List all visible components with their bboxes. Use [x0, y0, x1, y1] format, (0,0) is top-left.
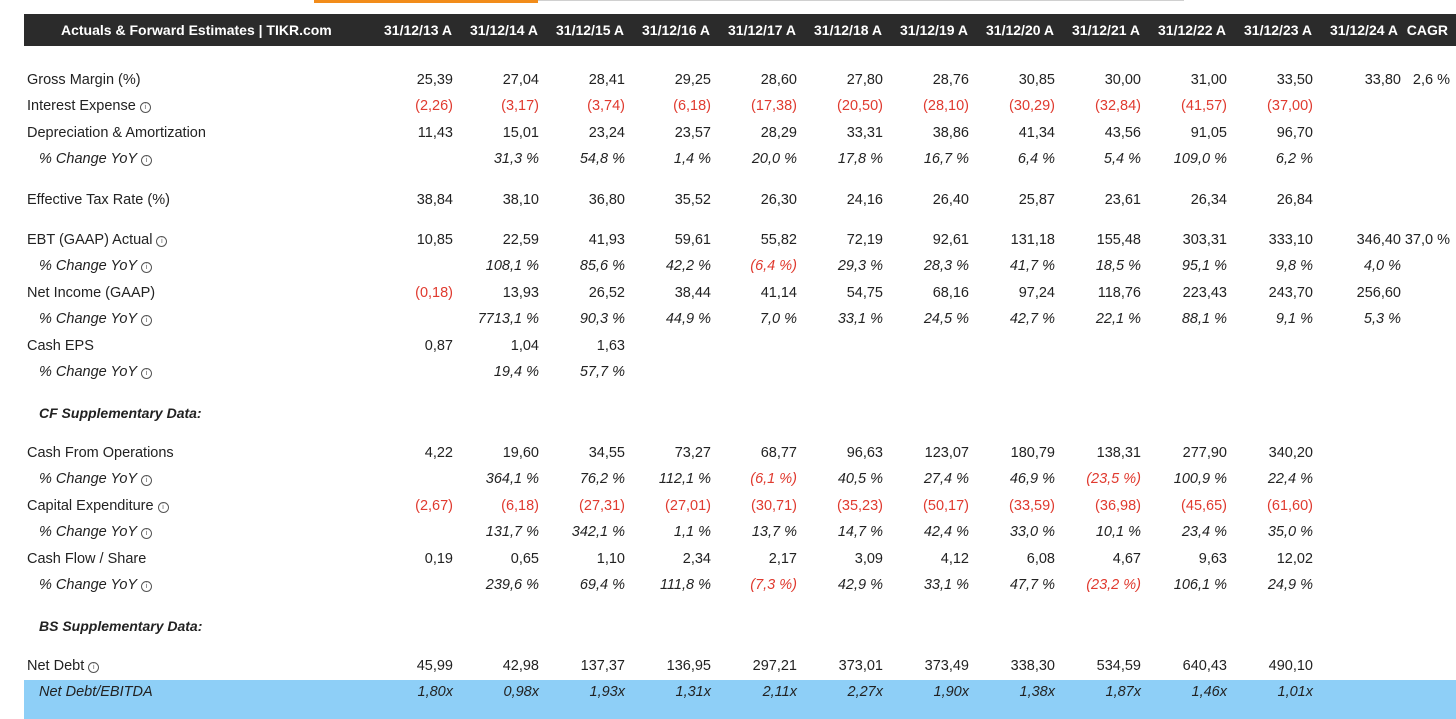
table-cell: (17,38) [751, 98, 797, 114]
table-cell: 20,0 % [751, 151, 797, 167]
table-cell: 14,7 % [837, 524, 883, 540]
table-row[interactable] [0, 283, 1456, 305]
table-cell: (6,4 %) [750, 258, 797, 274]
table-cell: (20,50) [837, 98, 883, 114]
table-cell: 29,25 [674, 72, 711, 88]
info-icon[interactable]: i [141, 262, 152, 273]
table-cell: 57,7 % [579, 364, 625, 380]
table-cell: 22,4 % [1267, 471, 1313, 487]
table-cell: 106,1 % [1173, 577, 1227, 593]
table-cell: 28,76 [932, 72, 969, 88]
row-label: Cash Flow / Share [27, 551, 147, 567]
table-cell: 88,1 % [1181, 311, 1227, 327]
table-cell: 243,70 [1268, 285, 1313, 301]
header-col[interactable]: 31/12/23 A [1244, 22, 1312, 38]
table-cell: (61,60) [1267, 498, 1313, 514]
table-cell: 338,30 [1010, 658, 1055, 674]
info-icon[interactable]: i [156, 236, 167, 247]
info-icon[interactable]: i [141, 315, 152, 326]
table-cell: 6,2 % [1275, 151, 1313, 167]
info-icon[interactable]: i [141, 155, 152, 166]
table-cell: 2,17 [768, 551, 797, 567]
table-row[interactable] [0, 123, 1456, 145]
table-cell: (35,23) [837, 498, 883, 514]
table-cell: (3,74) [587, 98, 625, 114]
table-cell: 36,80 [588, 192, 625, 208]
table-cell: 155,48 [1096, 232, 1141, 248]
info-icon[interactable]: i [140, 102, 151, 113]
table-cell: (30,29) [1009, 98, 1055, 114]
table-row[interactable] [0, 70, 1456, 92]
table-cell: (33,59) [1009, 498, 1055, 514]
header-col[interactable]: 31/12/17 A [728, 22, 796, 38]
table-cell: 41,93 [588, 232, 625, 248]
info-icon[interactable]: i [141, 581, 152, 592]
table-cell: 22,1 % [1095, 311, 1141, 327]
table-cell: 54,8 % [579, 151, 625, 167]
table-cell: 28,41 [588, 72, 625, 88]
table-cell: 26,34 [1190, 192, 1227, 208]
table-cell: 55,82 [760, 232, 797, 248]
table-cell: 12,02 [1276, 551, 1313, 567]
table-cell: 23,24 [588, 125, 625, 141]
table-cell: 26,40 [932, 192, 969, 208]
table-cell: 333,10 [1268, 232, 1313, 248]
table-cell: 22,59 [502, 232, 539, 248]
table-cell: 118,76 [1097, 285, 1141, 301]
table-cell: 373,49 [924, 658, 969, 674]
table-cell: 72,19 [846, 232, 883, 248]
table-cell: 1,90x [933, 684, 969, 700]
table-cell: 15,01 [502, 125, 539, 141]
table-row[interactable] [0, 656, 1456, 678]
table-cell: 277,90 [1182, 445, 1227, 461]
table-cell: 27,80 [846, 72, 883, 88]
table-cell: (28,10) [923, 98, 969, 114]
table-cell: 7713,1 % [477, 311, 539, 327]
table-cell: 28,3 % [923, 258, 969, 274]
table-cell: (45,65) [1181, 498, 1227, 514]
table-cell: 373,01 [838, 658, 883, 674]
table-cell: 1,87x [1105, 684, 1141, 700]
table-cell: (27,31) [579, 498, 625, 514]
table-cell: 33,1 % [837, 311, 883, 327]
header-col[interactable]: 31/12/24 A [1330, 22, 1398, 38]
section-header-cf [0, 403, 1456, 425]
table-cell: 1,31x [675, 684, 711, 700]
row-label: Interest Expense i [27, 98, 151, 114]
table-cell: 534,59 [1096, 658, 1141, 674]
table-cell: 69,4 % [579, 577, 625, 593]
table-cell: 46,9 % [1009, 471, 1055, 487]
table-cell: 1,4 % [673, 151, 711, 167]
row-label: % Change YoY i [39, 577, 152, 593]
table-cell: 10,1 % [1095, 524, 1141, 540]
row-label: Net Income (GAAP) [27, 285, 156, 301]
table-cell: 239,6 % [485, 577, 539, 593]
table-cell: 34,55 [588, 445, 625, 461]
table-cell: 9,1 % [1275, 311, 1313, 327]
table-cell: 96,63 [846, 445, 883, 461]
table-cell: 138,31 [1096, 445, 1141, 461]
row-label: Depreciation & Amortization [27, 125, 206, 141]
table-cell: 38,10 [502, 192, 539, 208]
table-cell: 59,61 [674, 232, 711, 248]
table-cell: 33,0 % [1009, 524, 1055, 540]
table-cell: 42,4 % [923, 524, 969, 540]
table-cell: 1,93x [589, 684, 625, 700]
table-cell: 1,38x [1019, 684, 1055, 700]
table-cell: 1,63 [596, 338, 625, 354]
table-cell: (27,01) [665, 498, 711, 514]
table-cell: 0,87 [424, 338, 453, 354]
header-col[interactable]: 31/12/16 A [642, 22, 710, 38]
table-cell: 44,9 % [665, 311, 711, 327]
table-cell: 27,04 [502, 72, 539, 88]
table-cell: 33,1 % [923, 577, 969, 593]
table-cell: 10,85 [416, 232, 453, 248]
table-cell: 4,12 [940, 551, 969, 567]
header-col[interactable]: 31/12/20 A [986, 22, 1054, 38]
table-cell: 24,16 [846, 192, 883, 208]
table-row[interactable] [0, 149, 1456, 171]
row-label: % Change YoY i [39, 364, 152, 380]
table-cell: 76,2 % [579, 471, 625, 487]
table-cell: 180,79 [1010, 445, 1055, 461]
table-cell: 131,7 % [485, 524, 539, 540]
table-row[interactable] [0, 230, 1456, 252]
table-cell: 45,99 [416, 658, 453, 674]
table-cell: 33,31 [846, 125, 883, 141]
table-cell: 73,27 [674, 445, 711, 461]
table-cell: 41,7 % [1009, 258, 1055, 274]
table-cell: 17,8 % [837, 151, 883, 167]
table-row[interactable] [0, 496, 1456, 518]
table-cell: (6,18) [673, 98, 711, 114]
table-cell: (6,18) [501, 498, 539, 514]
header-brand: Actuals & Forward Estimates | TIKR.com [61, 22, 332, 38]
table-cell: 31,3 % [493, 151, 539, 167]
table-cell: 1,46x [1191, 684, 1227, 700]
section-header-bs [0, 616, 1456, 638]
table-cell: 111,8 % [659, 577, 711, 593]
row-label: Gross Margin (%) [27, 72, 141, 88]
table-cell: 47,7 % [1009, 577, 1055, 593]
row-label: Capital Expenditure i [27, 498, 169, 514]
table-row[interactable] [0, 309, 1456, 331]
table-cell: (36,98) [1095, 498, 1141, 514]
table-cell: 2,34 [682, 551, 711, 567]
table-cell: 33,50 [1276, 72, 1313, 88]
table-cell: (3,17) [501, 98, 539, 114]
row-label: Net Debt/EBITDA [39, 684, 153, 700]
table-cell: 1,80x [417, 684, 453, 700]
table-cell: 96,70 [1276, 125, 1313, 141]
table-cell: 97,24 [1018, 285, 1055, 301]
table-cell: (50,17) [923, 498, 969, 514]
table-cell: 91,05 [1190, 125, 1227, 141]
row-label: % Change YoY i [39, 258, 152, 274]
cagr-cell: 2,6 % [1412, 72, 1450, 88]
header-col-cagr[interactable]: CAGR [1406, 22, 1448, 38]
table-cell: 16,7 % [923, 151, 969, 167]
table-cell: 43,56 [1104, 125, 1141, 141]
table-cell: 35,52 [674, 192, 711, 208]
table-cell: 25,39 [416, 72, 453, 88]
row-label: Net Debt i [27, 658, 99, 674]
table-cell: (23,2 %) [1086, 577, 1141, 593]
table-cell: 26,52 [588, 285, 625, 301]
table-cell: (7,3 %) [750, 577, 797, 593]
table-cell: 13,93 [502, 285, 539, 301]
table-cell: 85,6 % [579, 258, 625, 274]
table-cell: 137,37 [580, 658, 625, 674]
table-cell: 11,43 [417, 125, 453, 141]
table-cell: (0,18) [415, 285, 453, 301]
section-label: BS Supplementary Data: [39, 618, 203, 634]
table-cell: 23,57 [674, 125, 711, 141]
table-row[interactable] [0, 443, 1456, 465]
header-col[interactable]: 31/12/22 A [1158, 22, 1226, 38]
table-cell: 340,20 [1268, 445, 1313, 461]
row-label: % Change YoY i [39, 524, 152, 540]
active-tab-underline [314, 0, 538, 3]
table-cell: 1,01x [1277, 684, 1313, 700]
table-cell: (32,84) [1095, 98, 1141, 114]
table-row[interactable] [0, 549, 1456, 571]
header-col[interactable]: 31/12/18 A [814, 22, 882, 38]
table-cell: 35,0 % [1267, 524, 1313, 540]
table-cell: 109,0 % [1173, 151, 1227, 167]
table-cell: 297,21 [752, 658, 797, 674]
table-cell: 28,29 [760, 125, 797, 141]
table-cell: 303,31 [1182, 232, 1227, 248]
table-cell: 6,08 [1026, 551, 1055, 567]
header-col[interactable]: 31/12/19 A [900, 22, 968, 38]
table-cell: 100,9 % [1173, 471, 1227, 487]
table-cell: 90,3 % [579, 311, 625, 327]
table-cell: (2,67) [415, 498, 453, 514]
table-cell: 2,11x [762, 684, 797, 700]
section-label: CF Supplementary Data: [39, 405, 202, 421]
table-cell: 23,61 [1104, 192, 1141, 208]
table-cell: 30,00 [1104, 72, 1141, 88]
table-cell: 4,22 [424, 445, 453, 461]
table-cell: 41,14 [760, 285, 797, 301]
table-row[interactable] [0, 190, 1456, 212]
row-label: Cash EPS [27, 338, 94, 354]
header-col[interactable]: 31/12/14 A [470, 22, 538, 38]
table-cell: 26,84 [1276, 192, 1313, 208]
table-cell: 23,4 % [1181, 524, 1227, 540]
table-cell: 27,4 % [923, 471, 969, 487]
table-row-highlighted[interactable] [0, 682, 1456, 704]
table-row[interactable] [0, 336, 1456, 358]
table-cell: 1,10 [596, 551, 625, 567]
table-cell: 92,61 [932, 232, 969, 248]
table-cell: 4,0 % [1363, 258, 1401, 274]
table-cell: 5,4 % [1103, 151, 1141, 167]
table-row[interactable] [0, 469, 1456, 491]
table-cell: (37,00) [1267, 98, 1313, 114]
table-cell: 112,1 % [658, 471, 711, 487]
table-cell: 1,1 % [673, 524, 711, 540]
row-label: % Change YoY i [39, 311, 152, 327]
table-cell: 108,1 % [485, 258, 539, 274]
table-cell: 31,00 [1190, 72, 1227, 88]
table-row[interactable] [0, 256, 1456, 278]
table-cell: 9,63 [1198, 551, 1227, 567]
table-cell: 42,9 % [837, 577, 883, 593]
row-label: Effective Tax Rate (%) [27, 192, 170, 208]
table-cell: 68,16 [932, 285, 969, 301]
table-cell: 24,9 % [1267, 577, 1313, 593]
table-cell: 19,4 % [493, 364, 539, 380]
header-col[interactable]: 31/12/15 A [556, 22, 624, 38]
table-cell: 6,4 % [1017, 151, 1055, 167]
table-cell: 54,75 [846, 285, 883, 301]
table-cell: 42,98 [502, 658, 539, 674]
table-cell: (6,1 %) [750, 471, 797, 487]
row-label: Cash From Operations [27, 445, 174, 461]
row-label: % Change YoY i [39, 151, 152, 167]
table-cell: 9,8 % [1275, 258, 1313, 274]
top-tab-indicator [0, 0, 1456, 3]
table-cell: 38,44 [674, 285, 711, 301]
table-cell: 25,87 [1018, 192, 1055, 208]
table-cell: 38,86 [932, 125, 969, 141]
table-cell: 7,0 % [759, 311, 797, 327]
info-icon[interactable]: i [141, 368, 152, 379]
table-row[interactable] [0, 96, 1456, 118]
table-cell: 364,1 % [485, 471, 539, 487]
table-cell: 42,7 % [1009, 311, 1055, 327]
info-icon[interactable]: i [141, 528, 152, 539]
table-cell: 28,60 [760, 72, 797, 88]
info-icon[interactable]: i [158, 502, 169, 513]
table-cell: 26,30 [760, 192, 797, 208]
table-cell: 4,67 [1112, 551, 1141, 567]
table-cell: 136,95 [666, 658, 711, 674]
table-cell: 0,65 [510, 551, 539, 567]
table-cell: 342,1 % [571, 524, 625, 540]
table-cell: 24,5 % [923, 311, 969, 327]
header-col[interactable]: 31/12/21 A [1072, 22, 1140, 38]
row-label: % Change YoY i [39, 471, 152, 487]
table-cell: 68,77 [760, 445, 797, 461]
table-row[interactable] [0, 575, 1456, 597]
table-cell: 30,85 [1018, 72, 1055, 88]
info-icon[interactable]: i [88, 662, 99, 673]
table-cell: 0,19 [424, 551, 453, 567]
table-cell: 123,07 [924, 445, 969, 461]
table-cell: 38,84 [416, 192, 453, 208]
table-cell: 346,40 [1356, 232, 1401, 248]
table-cell: 13,7 % [751, 524, 797, 540]
table-cell: (41,57) [1181, 98, 1227, 114]
table-cell: 223,43 [1182, 285, 1227, 301]
table-header [24, 14, 1456, 46]
table-cell: 1,04 [510, 338, 539, 354]
table-cell: 5,3 % [1363, 311, 1401, 327]
cagr-cell: 37,0 % [1404, 232, 1450, 248]
table-cell: 29,3 % [837, 258, 883, 274]
table-cell: 42,2 % [665, 258, 711, 274]
table-cell: 40,5 % [837, 471, 883, 487]
table-cell: 2,27x [847, 684, 883, 700]
info-icon[interactable]: i [141, 475, 152, 486]
table-cell: 0,98x [503, 684, 539, 700]
table-cell: 131,18 [1010, 232, 1055, 248]
table-cell: 256,60 [1356, 285, 1401, 301]
tab-divider [538, 0, 1184, 1]
table-cell: (30,71) [751, 498, 797, 514]
row-label: EBT (GAAP) Actual i [27, 232, 167, 248]
table-row[interactable] [0, 522, 1456, 544]
table-cell: (23,5 %) [1086, 471, 1141, 487]
header-col[interactable]: 31/12/13 A [384, 22, 452, 38]
table-row[interactable] [0, 362, 1456, 384]
table-cell: 33,80 [1364, 72, 1401, 88]
table-cell: (2,26) [415, 98, 453, 114]
table-cell: 640,43 [1182, 658, 1227, 674]
table-cell: 490,10 [1268, 658, 1313, 674]
table-cell: 95,1 % [1181, 258, 1227, 274]
table-cell: 19,60 [502, 445, 539, 461]
table-cell: 3,09 [854, 551, 883, 567]
table-cell: 18,5 % [1095, 258, 1141, 274]
table-cell: 41,34 [1018, 125, 1055, 141]
